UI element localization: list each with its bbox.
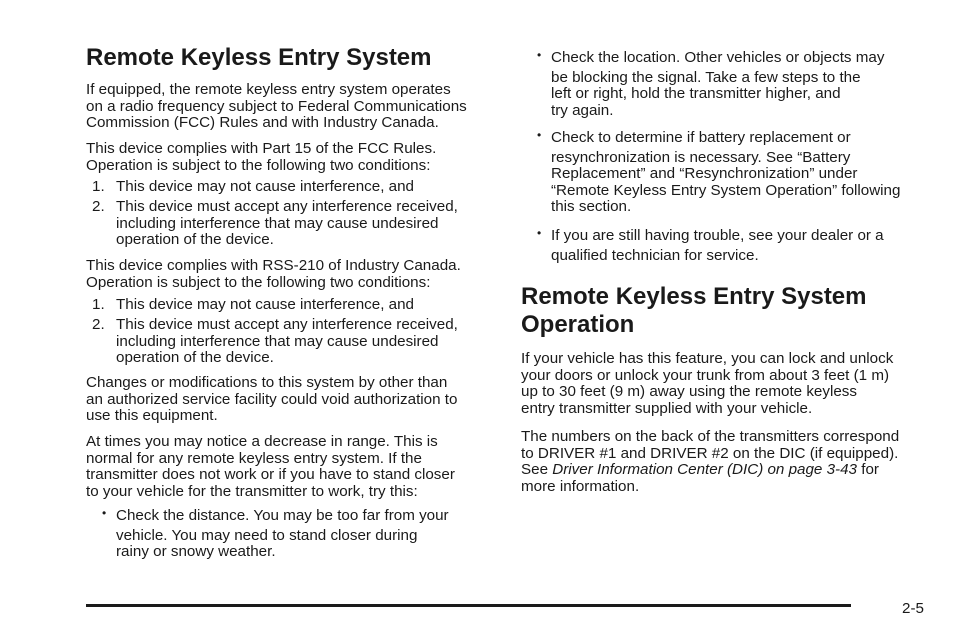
bullet-check-battery: • Check to determine if battery replacement or resynchronization is necessary. See “Battery Replacement” and “Resynchronization” under “Remote Keyless Entry System Operation” following this section. <box>537 128 901 216</box>
page-number: 2-5 <box>902 600 924 617</box>
rss-condition-1: 1. This device may not cause interference, and <box>92 296 415 313</box>
changes-paragraph: Changes or modifications to this system by other than an authorized service facility could void authorization to use this equipment. <box>86 374 458 425</box>
feature-paragraph: If your vehicle has this feature, you can lock and unlock your doors or unlock your trunk from about 3 feet (1 m) up to 30 feet (9 m) away using the remote keyless entry transmitter supplied with your vehicle. <box>521 350 894 417</box>
bullet-check-location: • Check the location. Other vehicles or objects may be blocking the signal. Take a few steps to the left or right, hold the transmitter higher, and try again. <box>537 48 885 119</box>
range-paragraph: At times you may notice a decrease in range. This is normal for any remote keyless entry system. If the transmitter does not work or if you have to stand closer to your vehicle for the transmitter to work, try this: <box>86 433 455 500</box>
bullet-see-dealer: • If you are still having trouble, see your dealer or a qualified technician for service. <box>537 226 884 264</box>
footer-rule <box>86 604 851 607</box>
transmitter-numbers-paragraph: The numbers on the back of the transmitters correspond to DRIVER #1 and DRIVER #2 on the DIC (if equipped). See Driver Information Center (DIC) on page 3-43 for more information. <box>521 428 900 495</box>
fcc-condition-2: 2. This device must accept any interference received, including interference that may cause undesired operation of the device. <box>92 198 458 249</box>
fcc-condition-1: 1. This device may not cause interference, and <box>92 178 415 195</box>
dic-reference-line: See Driver Information Center (DIC) on page 3-43 for <box>521 461 879 479</box>
section-title-rke-operation-line-2: Operation <box>521 311 635 338</box>
rss-condition-2: 2. This device must accept any interference received, including interference that may cause undesired operation of the device. <box>92 316 458 367</box>
bullet-icon: • <box>537 48 542 62</box>
section-title-rke-operation-line-1: Remote Keyless Entry System <box>521 283 867 310</box>
bullet-check-distance: • Check the distance. You may be too far from your vehicle. You may need to stand closer during rainy or snowy weather. <box>102 506 449 561</box>
bullet-icon: • <box>537 226 542 240</box>
bullet-icon: • <box>537 128 542 142</box>
rss-intro-paragraph: This device complies with RSS-210 of Industry Canada. Operation is subject to the following two conditions: <box>86 257 461 291</box>
dic-page-reference-link[interactable]: Driver Information Center (DIC) on page 3-43 <box>552 461 857 479</box>
section-title-remote-keyless-entry: Remote Keyless Entry System <box>86 44 432 71</box>
fcc-intro-paragraph: This device complies with Part 15 of the FCC Rules. Operation is subject to the following two conditions: <box>86 140 437 174</box>
bullet-icon: • <box>102 506 107 520</box>
intro-paragraph: If equipped, the remote keyless entry system operates on a radio frequency subject to Federal Communications Commission (FCC) Rules and with Industry Canada. <box>86 81 467 132</box>
